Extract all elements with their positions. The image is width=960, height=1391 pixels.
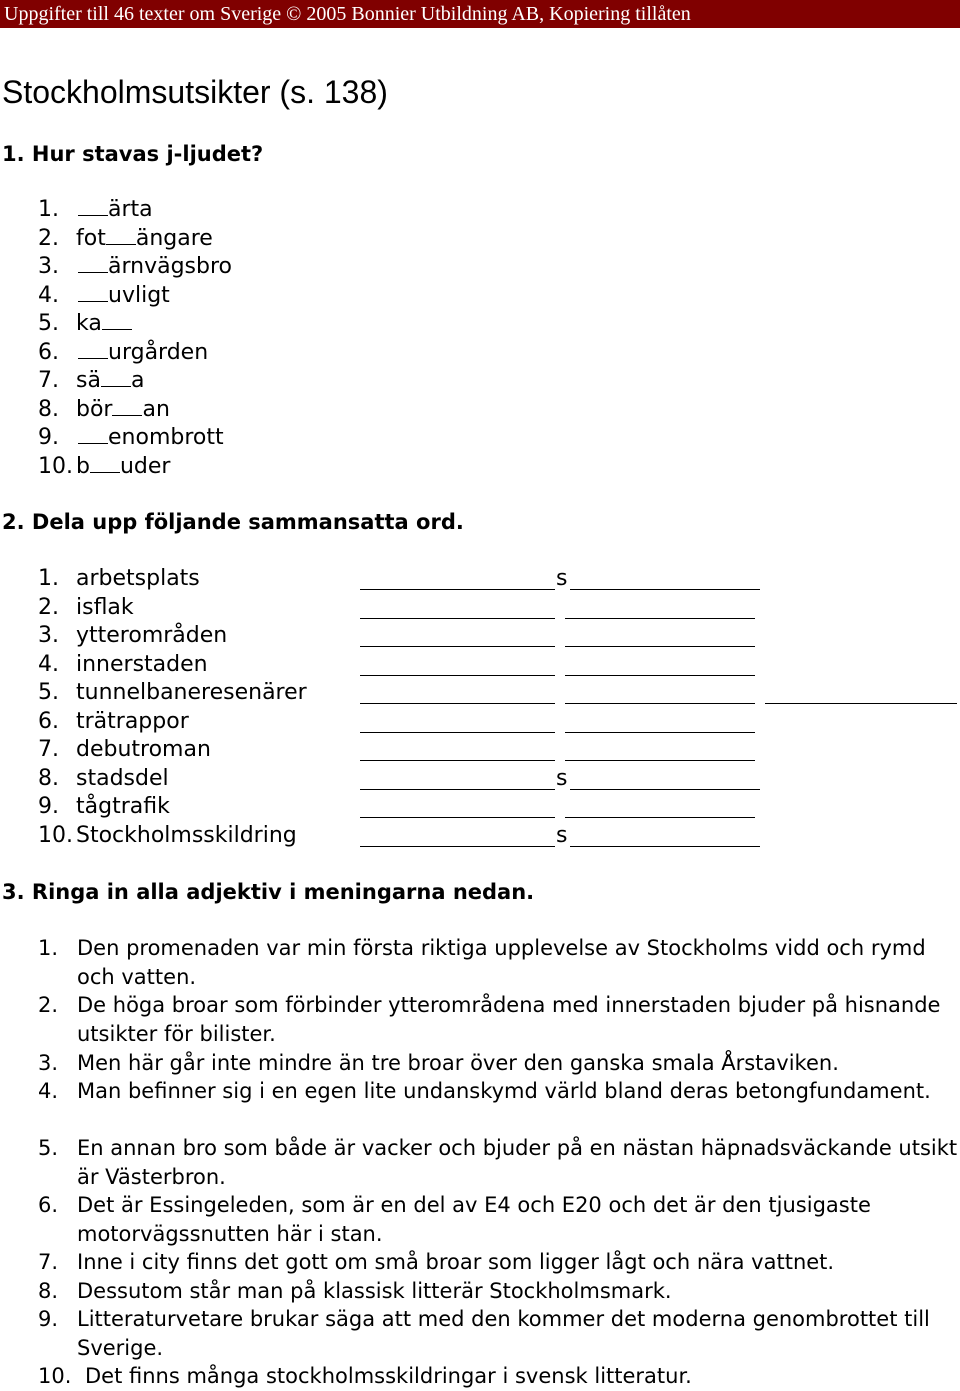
compound-word: arbetsplats — [76, 566, 200, 591]
sentence-text: Den promenaden var min första riktiga upplevelse av Stockholms vidd och rymd och vatten. — [77, 936, 926, 989]
compound-item — [38, 793, 170, 821]
compound-item — [38, 594, 134, 622]
word-part: uder — [119, 453, 171, 479]
compound-item — [38, 651, 208, 679]
word-part: ärta — [108, 197, 153, 222]
blank-line — [112, 414, 142, 416]
item-number: 10. — [38, 453, 73, 479]
word-part: ka — [76, 311, 102, 336]
blank-line — [106, 243, 136, 245]
answer-line — [360, 760, 555, 761]
copyright-header: Uppgifter till 46 texter om Sverige © 2005 Bonnier Utbildning AB, Kopiering tillåten — [0, 0, 960, 28]
word-part: ängare — [135, 225, 213, 251]
sentence-item — [38, 991, 958, 1048]
answer-line — [360, 703, 555, 704]
blank-line — [78, 300, 108, 302]
answer-line — [570, 589, 760, 590]
item-number: 5. — [38, 1136, 59, 1160]
answer-line — [360, 846, 555, 847]
compound-item — [38, 565, 200, 593]
linking-s: s — [556, 822, 568, 848]
item-number: 3. — [38, 254, 59, 279]
answer-line — [565, 732, 755, 733]
blank-line — [102, 328, 132, 330]
word-part: an — [142, 396, 170, 422]
compound-word: Stockholmsskildring — [76, 822, 297, 848]
answer-line — [360, 646, 555, 647]
sentence-text: Dessutom står man på klassisk litterär Stockholmsmark. — [77, 1279, 672, 1303]
compound-word: ytterområden — [76, 623, 228, 648]
sentence-text: Men här går inte mindre än tre broar över den ganska smala Årstaviken. — [77, 1051, 839, 1075]
word-part: a — [130, 368, 145, 393]
item-number: 4. — [38, 1079, 59, 1103]
word-part: bör — [76, 396, 113, 422]
item-number: 8. — [38, 396, 59, 422]
answer-line — [565, 675, 755, 676]
item-number: 7. — [38, 737, 59, 762]
spelling-item — [38, 453, 170, 481]
spelling-item — [38, 396, 170, 424]
answer-line — [360, 618, 555, 619]
answer-line — [360, 589, 555, 590]
compound-item — [38, 622, 227, 650]
item-number: 6. — [38, 339, 59, 365]
item-number: 10. — [38, 822, 73, 848]
linking-s: s — [556, 566, 568, 591]
compound-word: debutroman — [76, 737, 211, 762]
answer-line — [360, 675, 555, 676]
answer-line — [360, 732, 555, 733]
item-number: 5. — [38, 311, 59, 336]
item-number: 6. — [38, 708, 59, 734]
blank-line — [90, 471, 120, 473]
item-number: 4. — [38, 282, 59, 308]
word-part: enombrott — [108, 425, 224, 450]
compound-word: tunnelbaneresenärer — [76, 680, 307, 705]
blank-line — [78, 357, 108, 359]
sentence-text: En annan bro som både är vacker och bjuder på en nästan häpnadsväckande utsikt är Västerbron. — [77, 1136, 958, 1189]
blank-line — [78, 442, 108, 444]
item-number: 9. — [38, 425, 59, 450]
answer-line — [565, 618, 755, 619]
compound-item — [38, 765, 169, 793]
answer-line — [360, 817, 555, 818]
answer-line — [565, 646, 755, 647]
word-part: b — [76, 453, 90, 479]
sentence-text: Litteraturvetare brukar säga att med den kommer det moderna genombrottet till Sverige. — [77, 1307, 930, 1360]
item-number: 2. — [38, 594, 59, 620]
sentence-item — [38, 1077, 958, 1106]
item-number: 2. — [38, 225, 59, 251]
item-number: 7. — [38, 1250, 59, 1274]
section-1-heading: 1. Hur stavas j-ljudet? — [2, 142, 264, 166]
spelling-item — [38, 196, 153, 224]
sentence-item — [38, 1248, 958, 1277]
item-number: 3. — [38, 623, 59, 648]
spelling-item — [38, 424, 224, 452]
sentence-item — [38, 1277, 958, 1306]
sentence-item — [38, 934, 958, 991]
spelling-item — [38, 367, 144, 395]
item-number: 10. — [38, 1364, 72, 1388]
compound-word: isflak — [76, 594, 134, 620]
compound-item — [38, 708, 189, 736]
word-part: ärnvägsbro — [108, 254, 232, 279]
sentence-item — [38, 1362, 958, 1391]
answer-line — [565, 817, 755, 818]
answer-line — [565, 703, 755, 704]
spelling-item — [38, 310, 132, 338]
answer-line — [565, 760, 755, 761]
blank-line — [78, 214, 108, 216]
sentence-text: De höga broar som förbinder ytterområdena med innerstaden bjuder på hisnande utsikter för bilister. — [77, 993, 941, 1046]
spelling-item — [38, 225, 213, 253]
sentence-text: Det är Essingeleden, som är en del av E4 och E20 och det är den tjusigaste motorvägssnutten här i stan. — [77, 1193, 871, 1246]
sentence-item — [38, 1049, 958, 1078]
answer-line — [765, 703, 957, 704]
item-number: 3. — [38, 1051, 59, 1075]
answer-line — [570, 846, 760, 847]
compound-word: innerstaden — [76, 651, 208, 677]
spelling-item — [38, 253, 232, 281]
compound-item — [38, 822, 297, 850]
sentence-item — [38, 1134, 958, 1191]
sentence-item — [38, 1305, 958, 1362]
answer-line — [360, 789, 555, 790]
section-3-heading: 3. Ringa in alla adjektiv i meningarna nedan. — [2, 880, 535, 904]
item-number: 2. — [38, 993, 59, 1017]
word-part: sä — [76, 368, 101, 393]
compound-word: stadsdel — [76, 765, 169, 791]
word-part: uvligt — [108, 282, 170, 308]
sentence-item — [38, 1191, 958, 1248]
compound-word: tågtrafik — [76, 794, 170, 819]
item-number: 1. — [38, 197, 59, 222]
compound-word: trätrappor — [76, 708, 189, 734]
spelling-item — [38, 339, 208, 367]
item-number: 9. — [38, 794, 59, 819]
spelling-item — [38, 282, 170, 310]
blank-line — [101, 385, 131, 387]
section-2-heading: 2. Dela upp följande sammansatta ord. — [2, 510, 464, 534]
item-number: 4. — [38, 651, 59, 677]
item-number: 5. — [38, 680, 59, 705]
item-number: 6. — [38, 1193, 59, 1217]
compound-item — [38, 679, 307, 707]
item-number: 8. — [38, 765, 59, 791]
page-title: Stockholmsutsikter (s. 138) — [2, 74, 388, 110]
sentence-text: Man befinner sig i en egen lite undanskymd värld bland deras betongfundament. — [77, 1079, 931, 1103]
word-part: urgården — [108, 339, 209, 365]
word-part: fot — [76, 225, 106, 251]
sentence-text: Inne i city finns det gott om små broar som ligger lågt och nära vattnet. — [77, 1250, 835, 1274]
item-number: 1. — [38, 566, 59, 591]
item-number: 7. — [38, 368, 59, 393]
answer-line — [570, 789, 760, 790]
item-number: 1. — [38, 936, 59, 960]
item-number: 9. — [38, 1307, 59, 1331]
blank-line — [78, 271, 108, 273]
linking-s: s — [556, 765, 568, 791]
compound-item — [38, 736, 211, 764]
sentence-text: Det finns många stockholmsskildringar i svensk litteratur. — [85, 1364, 692, 1388]
item-number: 8. — [38, 1279, 59, 1303]
